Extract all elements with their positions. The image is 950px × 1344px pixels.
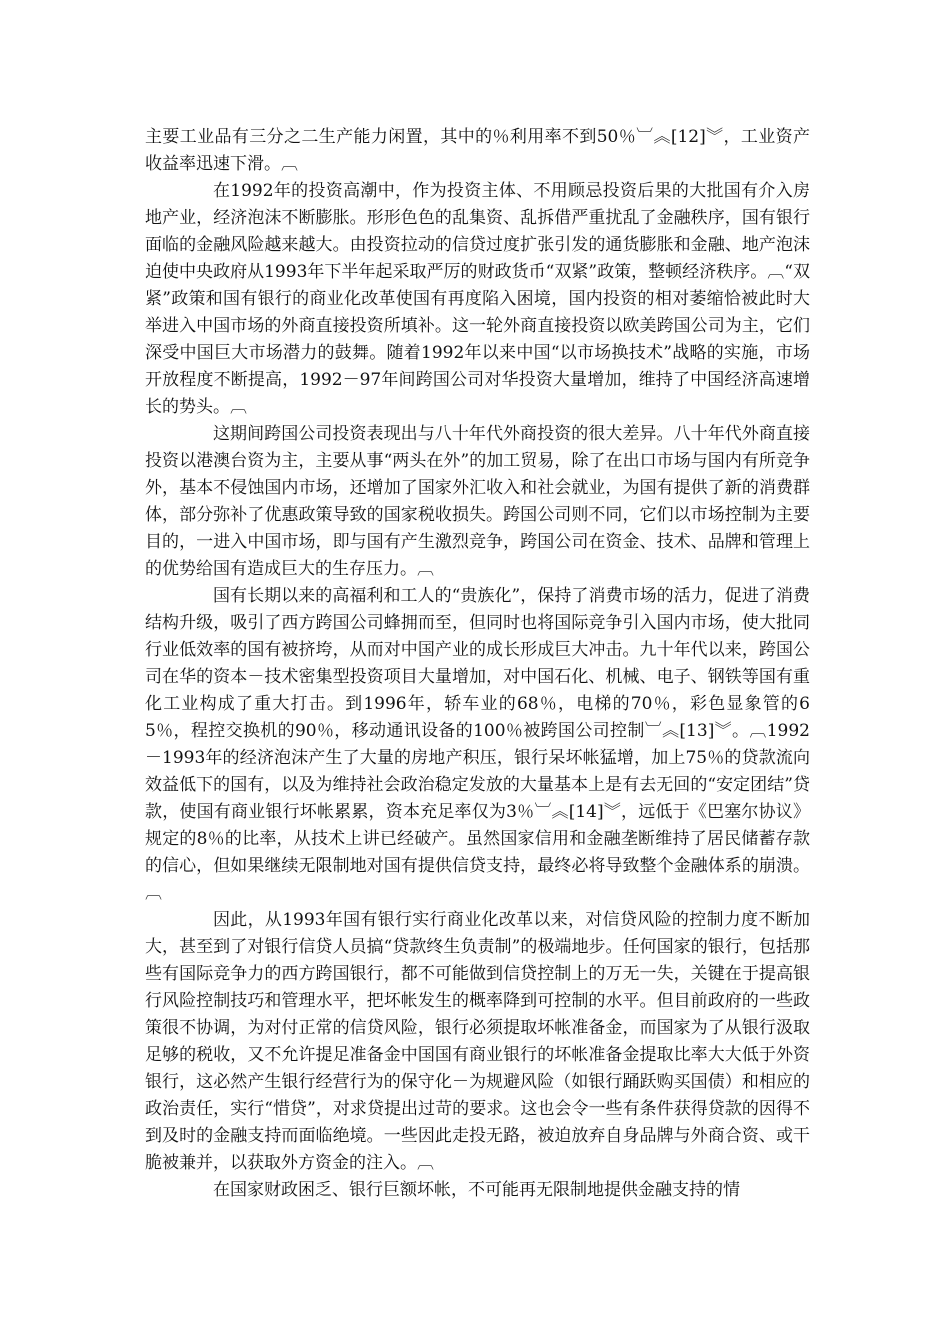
- document-page: [145, 124, 810, 1204]
- paragraph-4: 国有长期以来的高福利和工人的“贵族化”，保持了消费市场的活力，促进了消费结构升级，吸引了西方跨国公司蜂拥而至，但同时也将国际竞争引入国内市场，使大批同行业低效率的国有被挤垮，从而对中国产业的成长形成巨大冲击。九十年代以来，跨国公司在华的资本－技术密集型投资项目大量增加，对中国石化、机械、电子、钢铁等国有重化工业构成了重大打击。到1996年，轿车业的68％，电梯的70％，彩色显象管的65％，程控交换机的90％，移动通讯设备的100％被跨国公司控制︺︽[13]︾。︹1992－1993年的经济泡沫产生了大量的房地产积压，银行呆坏帐猛增，加上75％的贷款流向效益低下的国有，以及为维持社会政治稳定发放的大量基本上是有去无回的“安定团结”贷款，使国有商业银行坏帐累累，资本充足率仅为3％︺︽[14]︾，远低于《巴塞尔协议》规定的8％的比率，从技术上讲已经破产。虽然国家信用和金融垄断维持了居民储蓄存款的信心，但如果继续无限制地对国有提供信贷支持，最终必将导致整个金融体系的崩溃。︹: [145, 586, 810, 903]
- paragraph-6: 在国家财政困乏、银行巨额坏帐，不可能再无限制地提供金融支持的情: [213, 1180, 740, 1200]
- paragraph-5: 因此，从1993年国有银行实行商业化改革以来，对信贷风险的控制力度不断加大，甚至到了对银行信贷人员搞“贷款终生负责制”的极端地步。任何国家的银行，包括那些有国际竞争力的西方跨国银行，都不可能做到信贷控制上的万无一失，关键在于提高银行风险控制技巧和管理水平，把坏帐发生的概率降到可控制的水平。但目前政府的一些政策很不协调，为对付正常的信贷风险，银行必须提取坏帐准备金，而国家为了从银行汲取足够的税收，又不允许提足准备金中国国有商业银行的坏帐准备金提取比率大大低于外资银行，这必然产生银行经营行为的保守化－为规避风险（如银行踊跃购买国债）和相应的政治责任，实行“惜贷”，对求贷提出过苛的要求。这也会令一些有条件获得贷款的因得不到及时的金融支持而面临绝境。一些因此走投无路，被迫放弃自身品牌与外商合资、或干脆被兼并，以获取外方资金的注入。︹: [145, 910, 810, 1173]
- paragraph-1: 主要工业品有三分之二生产能力闲置，其中的％利用率不到50％︺︽[12]︾，工业资产收益率迅速下滑。︹: [145, 127, 810, 174]
- paragraph-3: 这期间跨国公司投资表现出与八十年代外商投资的很大差异。八十年代外商直接投资以港澳台资为主，主要从事“两头在外”的加工贸易，除了在出口市场与国内有所竞争外，基本不侵蚀国内市场，还增加了国家外汇收入和社会就业，为国有提供了新的消费群体，部分弥补了优惠政策导致的国家税收损失。跨国公司则不同，它们以市场控制为主要目的，一进入中国市场，即与国有产生激烈竞争，跨国公司在资金、技术、品牌和管理上的优势给国有造成巨大的生存压力。︹: [145, 424, 810, 579]
- paragraph-2: 在1992年的投资高潮中，作为投资主体、不用顾忌投资后果的大批国有介入房地产业，经济泡沫不断膨胀。形形色色的乱集资、乱拆借严重扰乱了金融秩序，国有银行面临的金融风险越来越大。由投资拉动的信贷过度扩张引发的通货膨胀和金融、地产泡沫迫使中央政府从1993年下半年起采取严厉的财政货币“双紧”政策，整顿经济秩序。︹“双紧”政策和国有银行的商业化改革使国有再度陷入困境，国内投资的相对萎缩恰被此时大举进入中国市场的外商直接投资所填补。这一轮外商直接投资以欧美跨国公司为主，它们深受中国巨大市场潜力的鼓舞。随着1992年以来中国“以市场换技术”战略的实施，市场开放程度不断提高，1992－97年间跨国公司对华投资大量增加，维持了中国经济高速增长的势头。︹: [145, 181, 810, 417]
